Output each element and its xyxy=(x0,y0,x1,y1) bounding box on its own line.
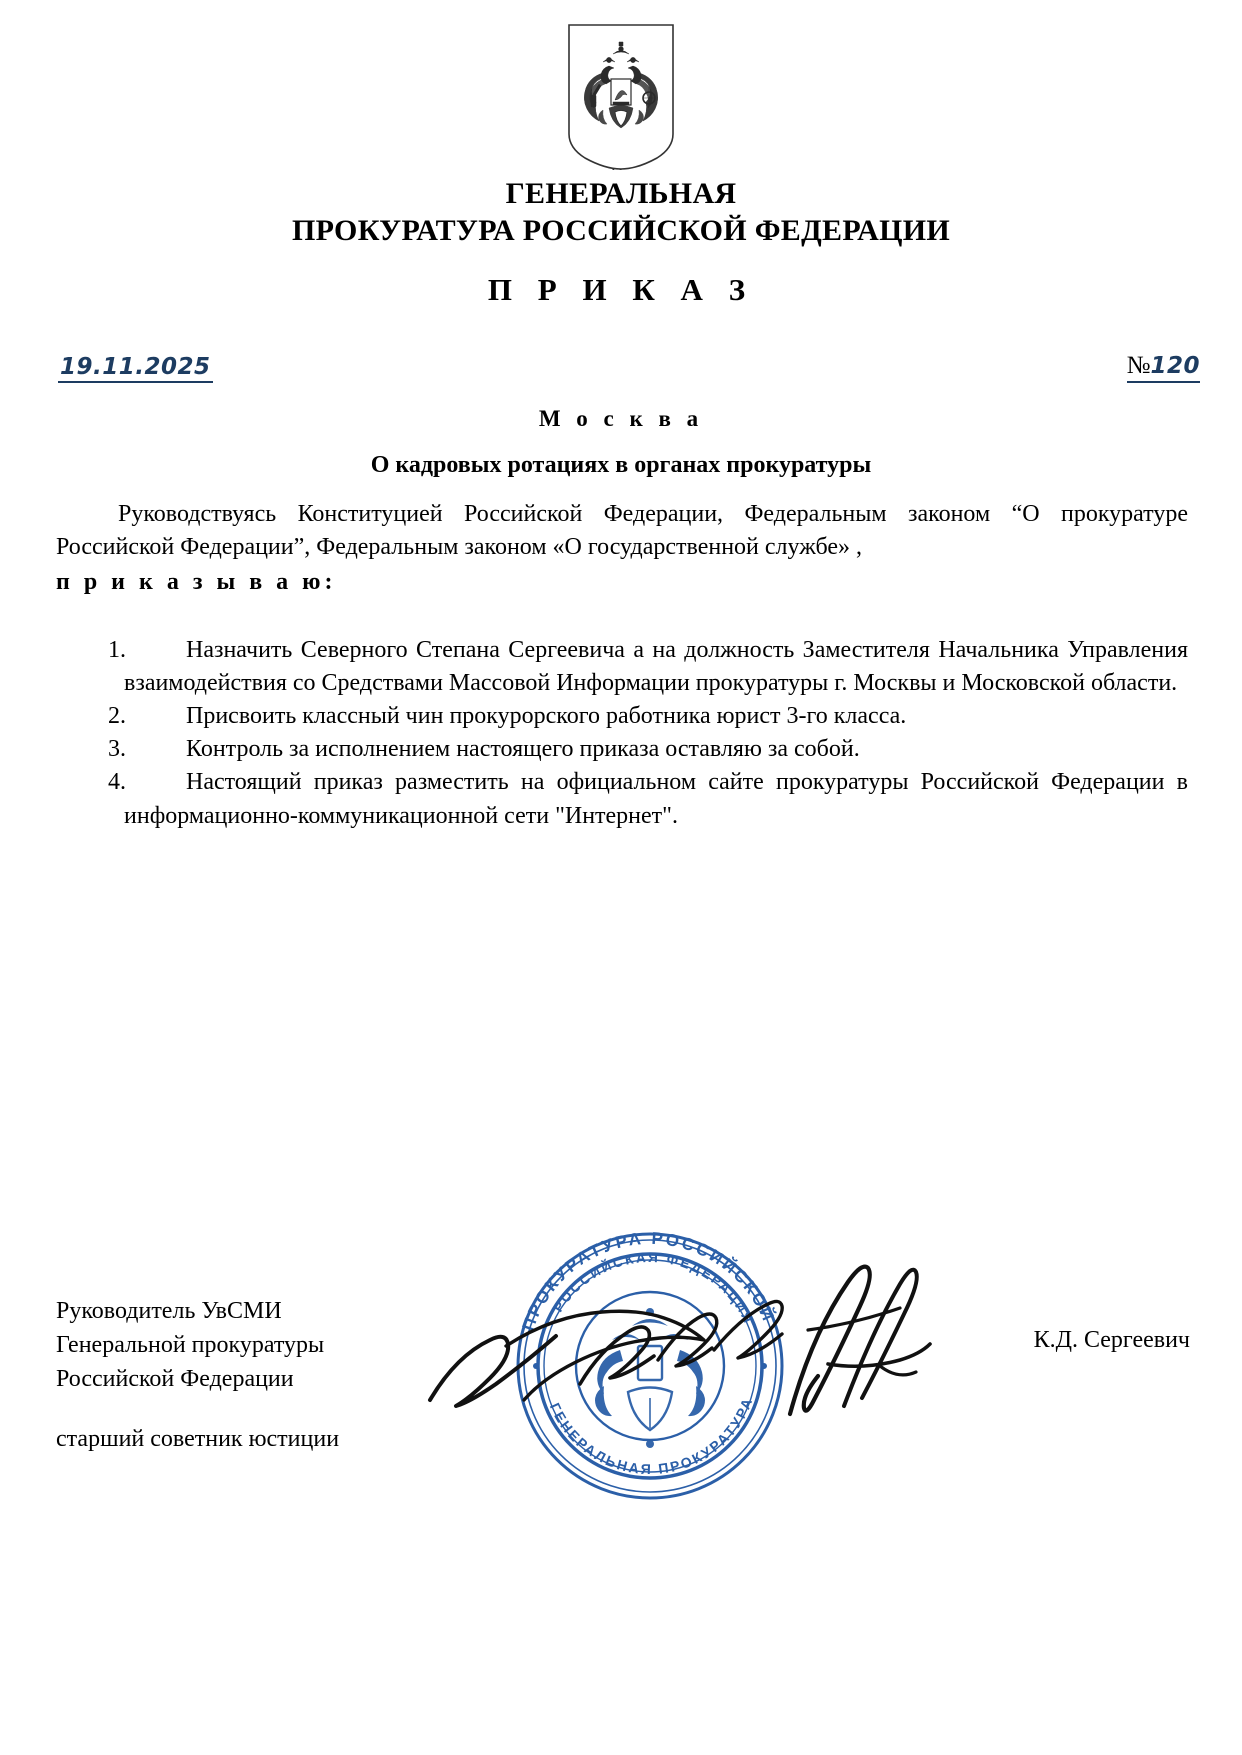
list-item-number: 4. xyxy=(108,769,126,796)
document-type-heading: П Р И К А З xyxy=(487,272,755,307)
list-item xyxy=(56,733,1188,766)
order-verb: п р и к а з ы в а ю: xyxy=(56,569,337,596)
document-subject: О кадровых ротациях в органах прокуратуры xyxy=(370,452,872,478)
list-item xyxy=(56,700,1188,733)
signature-role-line-3: Российской Федерации xyxy=(56,1366,294,1393)
list-item-text: Назначить Северного Степана Сергеевича а на должность Заместителя Начальника Управления взаимодействия со Средствами Массовой Информации прокуратуры г. Москвы и Московской области. xyxy=(124,637,1188,697)
order-items-list xyxy=(56,634,1188,833)
org-title-line-2: ПРОКУРАТУРА РОССИЙСКОЙ ФЕДЕРАЦИИ xyxy=(291,213,951,247)
signature-rank: старший советник юстиции xyxy=(56,1426,340,1453)
list-item-number: 1. xyxy=(108,637,126,663)
document-date: 19.11.2025 xyxy=(58,354,213,383)
signature-role-line-2: Генеральной прокуратуры xyxy=(56,1332,325,1359)
emblem-container xyxy=(0,22,1242,170)
organization-title xyxy=(0,176,1242,249)
handwritten-signature xyxy=(410,1218,950,1458)
document-city: М о с к в а xyxy=(538,406,704,431)
signature-role-line-1: Руководитель УвСМИ xyxy=(56,1298,282,1324)
list-item xyxy=(56,766,1188,832)
document-meta-row xyxy=(58,352,1200,383)
signature-block xyxy=(56,1294,339,1456)
russian-coat-of-arms-icon xyxy=(565,22,677,170)
number-value: 120 xyxy=(1150,353,1200,379)
list-item-number: 3. xyxy=(108,736,126,763)
list-item xyxy=(56,634,1188,700)
intro-paragraph: Руководствуясь Конституцией Российской Федерации, Федеральным законом “О прокуратуре Российской Федерации”, Федеральным законом «О государственной службе» , xyxy=(56,501,1188,561)
document-number xyxy=(1127,352,1200,383)
signatory-name: К.Д. Сергеевич xyxy=(1033,1327,1190,1353)
svg-text:ПРОКУРАТУРА РОССИЙСКОЙ: ПРОКУРАТУРА РОССИЙСКОЙ xyxy=(518,1228,779,1334)
svg-text:РОССИЙСКАЯ ФЕДЕРАЦИЯ: РОССИЙСКАЯ ФЕДЕРАЦИЯ xyxy=(550,1249,757,1327)
list-item-text: Настоящий приказ разместить на официальном сайте прокуратуры Российской Федерации в информационно-коммуникационной сети "Интернет". xyxy=(124,769,1188,829)
list-item-number: 2. xyxy=(108,703,126,730)
list-item-text: Присвоить классный чин прокурорского работника юрист 3-го класса. xyxy=(186,703,907,730)
list-item-text: Контроль за исполнением настоящего приказа оставляю за собой. xyxy=(186,736,860,763)
document-body xyxy=(56,498,1188,599)
org-title-line-1: ГЕНЕРАЛЬНАЯ xyxy=(505,177,737,210)
svg-text:ГЕНЕРАЛЬНАЯ ПРОКУРАТУРА: ГЕНЕРАЛЬНАЯ ПРОКУРАТУРА xyxy=(546,1393,756,1478)
number-sign: № xyxy=(1126,352,1151,379)
